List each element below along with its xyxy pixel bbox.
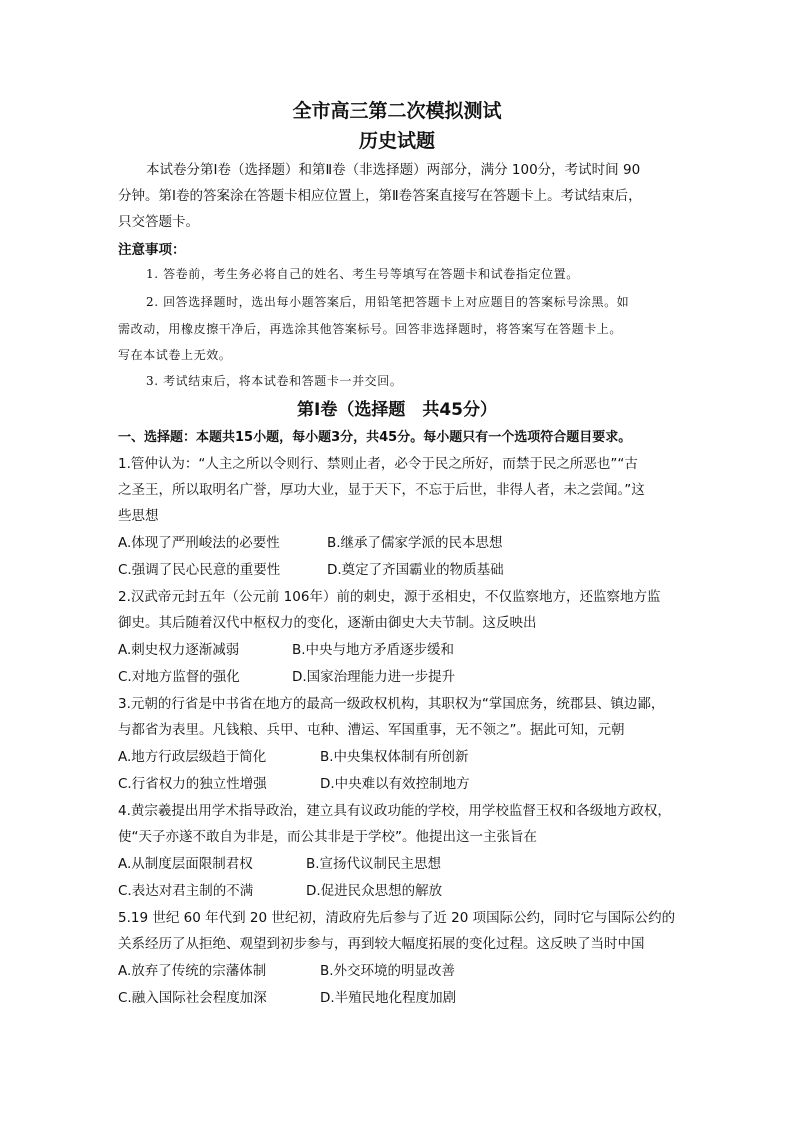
notes-heading: 注意事项： — [118, 242, 186, 258]
option-b: B.宣扬代议制民主思想 — [306, 856, 442, 872]
option-c: C.表达对君主制的不满 — [118, 883, 254, 899]
option-a: A.刺史权力逐渐减弱 — [118, 642, 240, 658]
note-line: 3. 考试结束后，将本试卷和答题卡一并交回。 — [146, 374, 403, 388]
question-stem: 4.黄宗羲提出用学术指导政治，建立具有议政功能的学校，用学校监督王权和各级地方政权， — [118, 803, 671, 819]
section-title: 第Ⅰ卷（选择题 共45分） — [297, 400, 497, 420]
option-a: A.从制度层面限制君权 — [118, 856, 253, 872]
question-stem: 之圣王，所以取明名广誉，厚功大业，显于天下，不忘于后世，非得人者，未之尝闻。”这 — [118, 482, 645, 498]
intro-line: 分钟。第Ⅰ卷的答案涂在答题卡相应位置上，第Ⅱ卷答案直接写在答题卡上。考试结束后， — [118, 188, 642, 204]
question-stem: 关系经历了从拒绝、观望到初步参与，再到较大幅度拓展的变化过程。这反映了当时中国 — [118, 936, 645, 952]
exam-subject: 历史试题 — [358, 130, 435, 152]
option-d: D.奠定了齐国霸业的物质基础 — [327, 562, 504, 578]
note-line: 需改动，用橡皮擦干净后，再选涂其他答案标号。回答非选择题时，将答案写在答题卡上。 — [118, 322, 623, 336]
note-line: 2. 回答选择题时，选出每小题答案后，用铅笔把答题卡上对应题目的答案标号涂黑。如 — [146, 295, 630, 309]
option-c: C.对地方监督的强化 — [118, 669, 240, 685]
option-d: D.国家治理能力进一步提升 — [292, 669, 456, 685]
question-stem: 些思想 — [118, 508, 159, 524]
note-line: 写在本试卷上无效。 — [118, 348, 232, 362]
question-stem: 2.汉武帝元封五年（公元前 106年）前的刺史，源于丞相史，不仅监察地方，还监察地方监 — [118, 589, 661, 605]
option-c: C.强调了民心民意的重要性 — [118, 562, 281, 578]
option-c: C.融入国际社会程度加深 — [118, 990, 267, 1006]
option-a: A.地方行政层级趋于简化 — [118, 749, 267, 765]
section-instruction: 一、选择题：本题共15小题，每小题3分，共45分。每小题只有一个选项符合题目要求。 — [118, 430, 632, 445]
question-stem: 3.元朝的行省是中书省在地方的最高一级政权机构，其职权为“掌国庶务，统郡县、镇边鄙， — [118, 696, 665, 712]
question-stem: 1.管仲认为：“人主之所以令则行、禁则止者，必令于民之所好，而禁于民之所恶也”“古 — [118, 456, 638, 472]
intro-line: 本试卷分第Ⅰ卷（选择题）和第Ⅱ卷（非选择题）两部分，满分 100分，考试时间 90 — [146, 162, 641, 178]
note-line: 1. 答卷前，考生务必将自己的姓名、考生号等填写在答题卡和试卷指定位置。 — [146, 267, 579, 281]
option-c: C.行省权力的独立性增强 — [118, 776, 267, 792]
option-d: D.中央难以有效控制地方 — [320, 776, 470, 792]
option-a: A.放弃了传统的宗藩体制 — [118, 963, 267, 979]
question-stem: 御史。其后随着汉代中枢权力的变化，逐渐由御史大夫节制。这反映出 — [118, 615, 537, 631]
question-stem: 与都省为表里。凡钱粮、兵甲、屯种、漕运、军国重事，无不领之”。据此可知，元朝 — [118, 722, 625, 738]
option-a: A.体现了严刑峻法的必要性 — [118, 535, 280, 551]
option-b: B.外交环境的明显改善 — [320, 963, 456, 979]
question-stem: 使“天子亦遂不敢自为非是，而公其非是于学校”。他提出这一主张旨在 — [118, 829, 537, 845]
option-b: B.中央集权体制有所创新 — [320, 749, 469, 765]
question-stem: 5.19 世纪 60 年代到 20 世纪初，清政府先后参与了近 20 项国际公约，同时它与国际公约的 — [118, 910, 676, 926]
option-b: B.继承了儒家学派的民本思想 — [327, 535, 503, 551]
option-d: D.促进民众思想的解放 — [306, 883, 443, 899]
exam-title: 全市高三第二次模拟测试 — [292, 100, 502, 122]
option-b: B.中央与地方矛盾逐步缓和 — [292, 642, 455, 658]
intro-line: 只交答题卡。 — [118, 214, 199, 230]
option-d: D.半殖民地化程度加剧 — [320, 990, 457, 1006]
